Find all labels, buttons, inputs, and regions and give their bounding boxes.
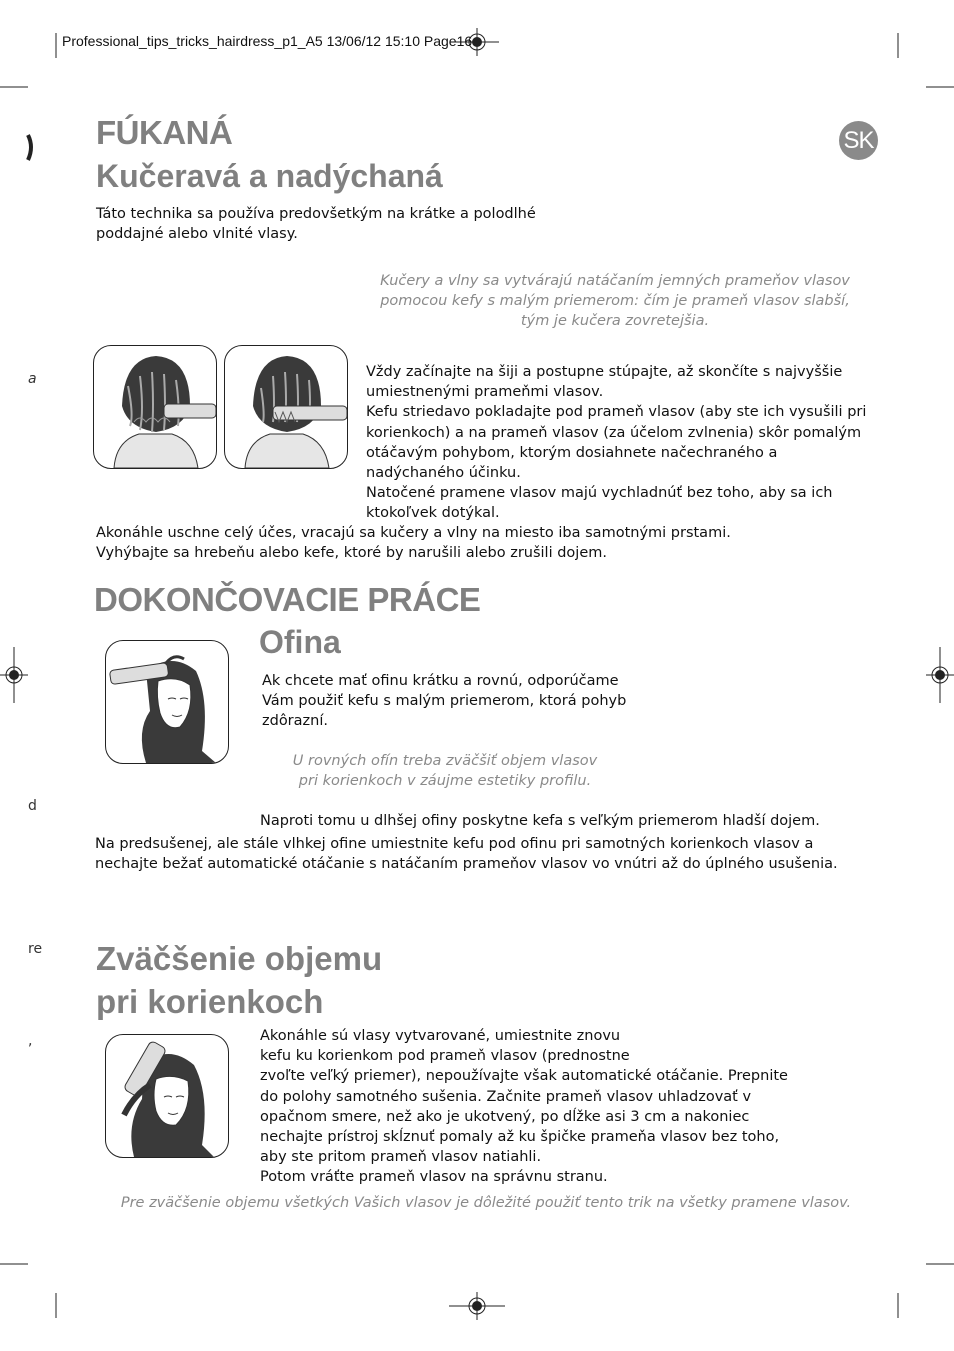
margin-fragment: d xyxy=(28,798,37,814)
section-title-blow-drying: FÚKANÁ xyxy=(96,114,233,151)
registration-mark-right xyxy=(926,647,954,703)
illustration-curling-nape-1 xyxy=(93,345,217,469)
section-subtitle-curly: Kučeravá a nadýchaná xyxy=(96,158,443,194)
margin-fragment: a xyxy=(28,371,37,387)
registration-mark-bottom xyxy=(449,1292,505,1320)
illustration-curling-nape-2 xyxy=(224,345,348,469)
technique-paragraph: Vždy začínajte na šiji a postupne stúpajte, až skončíte s najvyššie umiestnenými prameňmi vlasov. Kefu striedavo pokladajte pod prameň vlasov (aby ste ich vysušili pri korienkoch) a na prameň vlasov (za účelom zvlnenia) skôr pomalým otáčavým pohybom, ktorým dosiahnete načechraného a nadýchaného účinku. Natočené pramene vlasov majú vychladnúť bez toho, aby sa ich ktokoľvek dotýkal. xyxy=(366,364,867,522)
root-volume-paragraph: Akonáhle sú vlasy vytvarované, umiestnite znovu kefu ku korienkom pod prameň vlasov (prednostne zvoľte veľký priemer), nepoužívajte však automatické otáčanie. Prepnite do polohy samotného sušenia. Začnite prameň vlasov uhladzovať v opačnom smere, než ako je ukotvený, po dĺžke asi 3 cm a nakoniec nechajte prístroj skĺznuť pomaly až ku špičke prameňa vlasov bez toho, aby ste pritom prameň vlasov natiahli. Potom vráťte prameň vlasov na správnu stranu. xyxy=(260,1028,788,1186)
print-header: Professional_tips_tricks_hairdress_p1_A5 13/06/12 15:10 Page16 xyxy=(62,33,473,49)
margin-fragment: , xyxy=(28,1033,33,1049)
intro-paragraph: Táto technika sa používa predovšetkým na krátke a polodlhé poddajné alebo vlnité vlasy. xyxy=(96,206,536,243)
language-badge: SK xyxy=(839,121,878,160)
margin-fragment: re xyxy=(28,941,43,957)
section-subtitle-fringe: Ofina xyxy=(259,624,341,660)
section-title-finishing: DOKONČOVACIE PRÁCE xyxy=(94,581,481,618)
illustration-root-volume xyxy=(105,1034,229,1158)
binding-mark xyxy=(28,135,31,160)
illustration-fringe xyxy=(105,640,229,764)
fringe-paragraph: Ak chcete mať ofinu krátku a rovnú, odporúčame Vám použiť kefu s malým priemerom, ktorá pohyb zdôrazní. xyxy=(262,673,627,730)
predried-fringe-paragraph: Na predsušenej, ale stále vlhkej ofine umiestnite kefu pod ofinu pri samotných korienkoch vlasov a nechajte bežať automatické otáčanie s natáčaním prameňov vlasov vo vnútri až do úplného usušenia. xyxy=(95,836,838,873)
after-drying-paragraph: Akonáhle uschne celý účes, vracajú sa kučery a vlny na miesto iba samotnými prstami. Vyhýbajte sa hrebeňu alebo kefe, ktoré by narušili alebo zrušili dojem. xyxy=(96,525,731,562)
long-fringe-paragraph: Naproti tomu u dlhšej ofiny poskytne kefa s veľkým priemerom hladší dojem. xyxy=(260,813,820,829)
section-title-root-volume: Zväčšenie objemu pri korienkoch xyxy=(96,940,383,1020)
registration-mark-left xyxy=(0,647,28,703)
tip-root-volume: Pre zväčšenie objemu všetkých Vašich vlasov je dôležité použiť tento trik na všetky pramene vlasov. xyxy=(120,1195,852,1211)
tip-curls: Kučery a vlny sa vytvárajú natáčaním jemných prameňov vlasov pomocou kefy s malým priemerom: čím je prameň vlasov slabší, tým je kučera zovretejšia. xyxy=(380,273,850,330)
tip-fringe: U rovných ofín treba zväčšiť objem vlasov pri korienkoch v záujme estetiky profilu. xyxy=(292,753,598,790)
